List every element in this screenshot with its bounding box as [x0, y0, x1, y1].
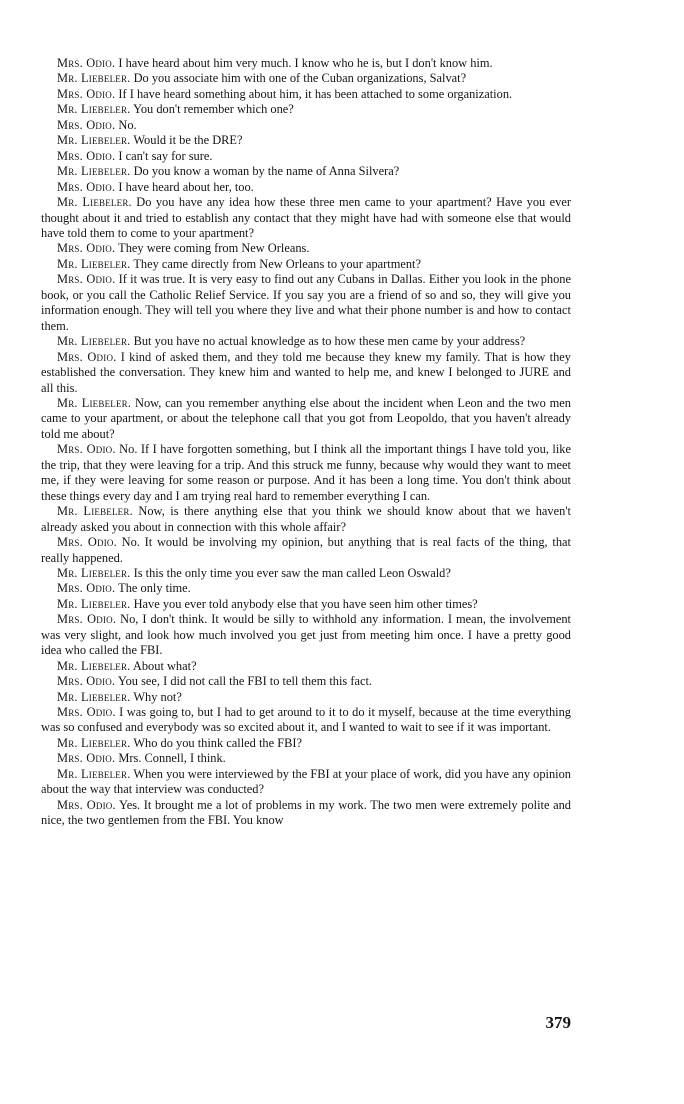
exchange-paragraph	[41, 659, 571, 674]
exchange-text: I kind of asked them, and they told me because they knew my family. That is how they established the conversation. They knew him and wanted to help me, and knew I belonged to JURE and all this.	[41, 349, 571, 395]
exchange-paragraph	[41, 195, 571, 241]
exchange-text: If it was true. It is very easy to find out any Cubans in Dallas. Either you look in the phone book, or you call the Catholic Relief Service. If you say you are a friend of so and so, they will give you information enough. They will tell you where they live and what their phone number is and how to contact them.	[41, 272, 571, 333]
exchange-text: Who do you think called the FBI?	[133, 735, 302, 750]
speaker-name: Mr. Liebeler.	[57, 735, 131, 750]
speaker-name: Mr. Liebeler.	[57, 689, 131, 704]
speaker-name: Mrs. Odio.	[57, 272, 116, 287]
speaker-name: Mrs. Odio.	[57, 56, 116, 70]
exchange-text: The only time.	[118, 581, 191, 596]
exchange-text: Do you associate him with one of the Cuban organizations, Salvat?	[133, 71, 467, 86]
exchange-text: They were coming from New Orleans.	[118, 241, 310, 256]
speaker-name: Mrs. Odio.	[57, 674, 116, 689]
speaker-name: Mrs. Odio.	[57, 86, 116, 101]
exchange-text: Have you ever told anybody else that you have seen him other times?	[133, 596, 478, 611]
exchange-text: Do you have any idea how these three men came to your apartment? Have you ever thought about it and tried to establish any contact that they might have had with someone else that would have told them to come to your apartment?	[41, 195, 572, 240]
exchange-paragraph	[41, 612, 571, 658]
exchange-text: I have heard about her, too.	[118, 179, 254, 194]
exchange-text: You see, I did not call the FBI to tell them this fact.	[117, 674, 372, 689]
exchange-text: About what?	[132, 658, 197, 673]
exchange-paragraph	[41, 798, 571, 829]
exchange-paragraph	[41, 241, 571, 256]
exchange-paragraph	[41, 597, 571, 612]
exchange-paragraph	[41, 674, 571, 689]
exchange-paragraph	[41, 566, 571, 581]
exchange-paragraph	[41, 396, 571, 442]
exchange-paragraph	[41, 272, 571, 334]
speaker-name: Mr. Liebeler.	[57, 658, 131, 673]
exchange-text: Mrs. Connell, I think.	[118, 751, 226, 766]
speaker-name: Mr. Liebeler.	[57, 71, 131, 86]
speaker-name: Mr. Liebeler.	[57, 164, 131, 179]
exchange-paragraph	[41, 180, 571, 195]
speaker-name: Mr. Liebeler.	[57, 256, 131, 271]
exchange-paragraph	[41, 767, 571, 798]
speaker-name: Mrs. Odio.	[57, 797, 116, 812]
exchange-text: Now, can you remember anything else about the incident when Leon and the two men came to your apartment, or about the telephone call that you got from Leopoldo, that you haven't already told me about?	[41, 395, 572, 441]
exchange-text: No. It would be involving my opinion, but anything that is real facts of the thing, that really happened.	[41, 535, 571, 565]
exchange-paragraph	[41, 334, 571, 349]
exchange-text: No, I don't think. It would be silly to withhold any information. I mean, the involvement was very slight, and look how much involved you get just from meeting him once. I have a pretty good idea who called the FBI.	[41, 612, 571, 658]
exchange-paragraph	[41, 133, 571, 148]
speaker-name: Mrs. Odio.	[57, 117, 116, 132]
exchange-paragraph	[41, 164, 571, 179]
exchange-paragraph	[41, 56, 571, 71]
exchange-paragraph	[41, 690, 571, 705]
speaker-name: Mrs. Odio.	[57, 705, 116, 720]
speaker-name: Mrs. Odio.	[57, 148, 116, 163]
speaker-name: Mr. Liebeler.	[57, 565, 131, 580]
exchange-text: When you were interviewed by the FBI at your place of work, did you have any opinion about the way that interview was conducted?	[41, 766, 571, 797]
page-number: 379	[545, 1013, 571, 1032]
speaker-name: Mr. Liebeler.	[57, 133, 131, 148]
speaker-name: Mr. Liebeler.	[57, 766, 131, 781]
exchange-paragraph	[41, 350, 571, 396]
exchange-paragraph	[41, 118, 571, 133]
exchange-paragraph	[41, 87, 571, 102]
exchange-text: No. If I have forgotten something, but I think all the important things I have told you, like the trip, that they were leaving for a trip. And this struck me funny, because why would they want to meet me, if they were leaving for some reason or purpose. And it has been a long time. You don't think about these things every day and I am trying real hard to remember everything I can.	[41, 442, 571, 503]
exchange-paragraph	[41, 736, 571, 751]
speaker-name: Mrs. Odio.	[57, 535, 117, 550]
speaker-name: Mr. Liebeler.	[57, 596, 131, 611]
speaker-name: Mrs. Odio.	[57, 612, 117, 627]
exchange-text: Do you know a woman by the name of Anna Silvera?	[133, 164, 400, 179]
transcript-body	[41, 56, 571, 829]
exchange-paragraph	[41, 257, 571, 272]
exchange-paragraph	[41, 71, 571, 86]
speaker-name: Mrs. Odio.	[57, 581, 116, 596]
exchange-text: They came directly from New Orleans to your apartment?	[133, 256, 421, 271]
exchange-paragraph	[41, 442, 571, 504]
speaker-name: Mrs. Odio.	[57, 751, 116, 766]
speaker-name: Mrs. Odio.	[57, 241, 116, 256]
exchange-paragraph	[41, 504, 571, 535]
speaker-name: Mrs. Odio.	[57, 179, 116, 194]
speaker-name: Mr. Liebeler.	[57, 504, 133, 519]
exchange-text: If I have heard something about him, it has been attached to some organization.	[118, 86, 513, 101]
exchange-text: I can't say for sure.	[118, 148, 213, 163]
speaker-name: Mrs. Odio.	[57, 442, 116, 457]
exchange-text: Would it be the DRE?	[133, 133, 243, 148]
exchange-text: Is this the only time you ever saw the man called Leon Oswald?	[133, 565, 451, 580]
speaker-name: Mr. Liebeler.	[57, 334, 131, 349]
speaker-name: Mr. Liebeler.	[57, 395, 132, 410]
exchange-paragraph	[41, 535, 571, 566]
exchange-text: Now, is there anything else that you think we should know about that we haven't already asked you about in connection with this whole affair?	[41, 504, 571, 534]
exchange-text: Yes. It brought me a lot of problems in my work. The two men were extremely polite and nice, the two gentlemen from the FBI. You know	[41, 797, 572, 828]
speaker-name: Mr. Liebeler.	[57, 195, 132, 210]
exchange-text: Why not?	[133, 689, 182, 704]
speaker-name: Mrs. Odio.	[57, 349, 117, 364]
exchange-paragraph	[41, 705, 571, 736]
exchange-text: You don't remember which one?	[133, 102, 294, 117]
exchange-paragraph	[41, 149, 571, 164]
exchange-text: I was going to, but I had to get around to it to do it myself, because at the time everything was so confused and everybody was so excited about it, and I wanted to wait to see if it was important.	[41, 705, 571, 735]
exchange-text: I have heard about him very much. I know who he is, but I don't know him.	[118, 56, 493, 70]
exchange-text: But you have no actual knowledge as to how these men came by your address?	[133, 334, 526, 349]
exchange-paragraph	[41, 102, 571, 117]
exchange-paragraph	[41, 751, 571, 766]
exchange-text: No.	[118, 117, 137, 132]
exchange-paragraph	[41, 581, 571, 596]
speaker-name: Mr. Liebeler.	[57, 102, 131, 117]
